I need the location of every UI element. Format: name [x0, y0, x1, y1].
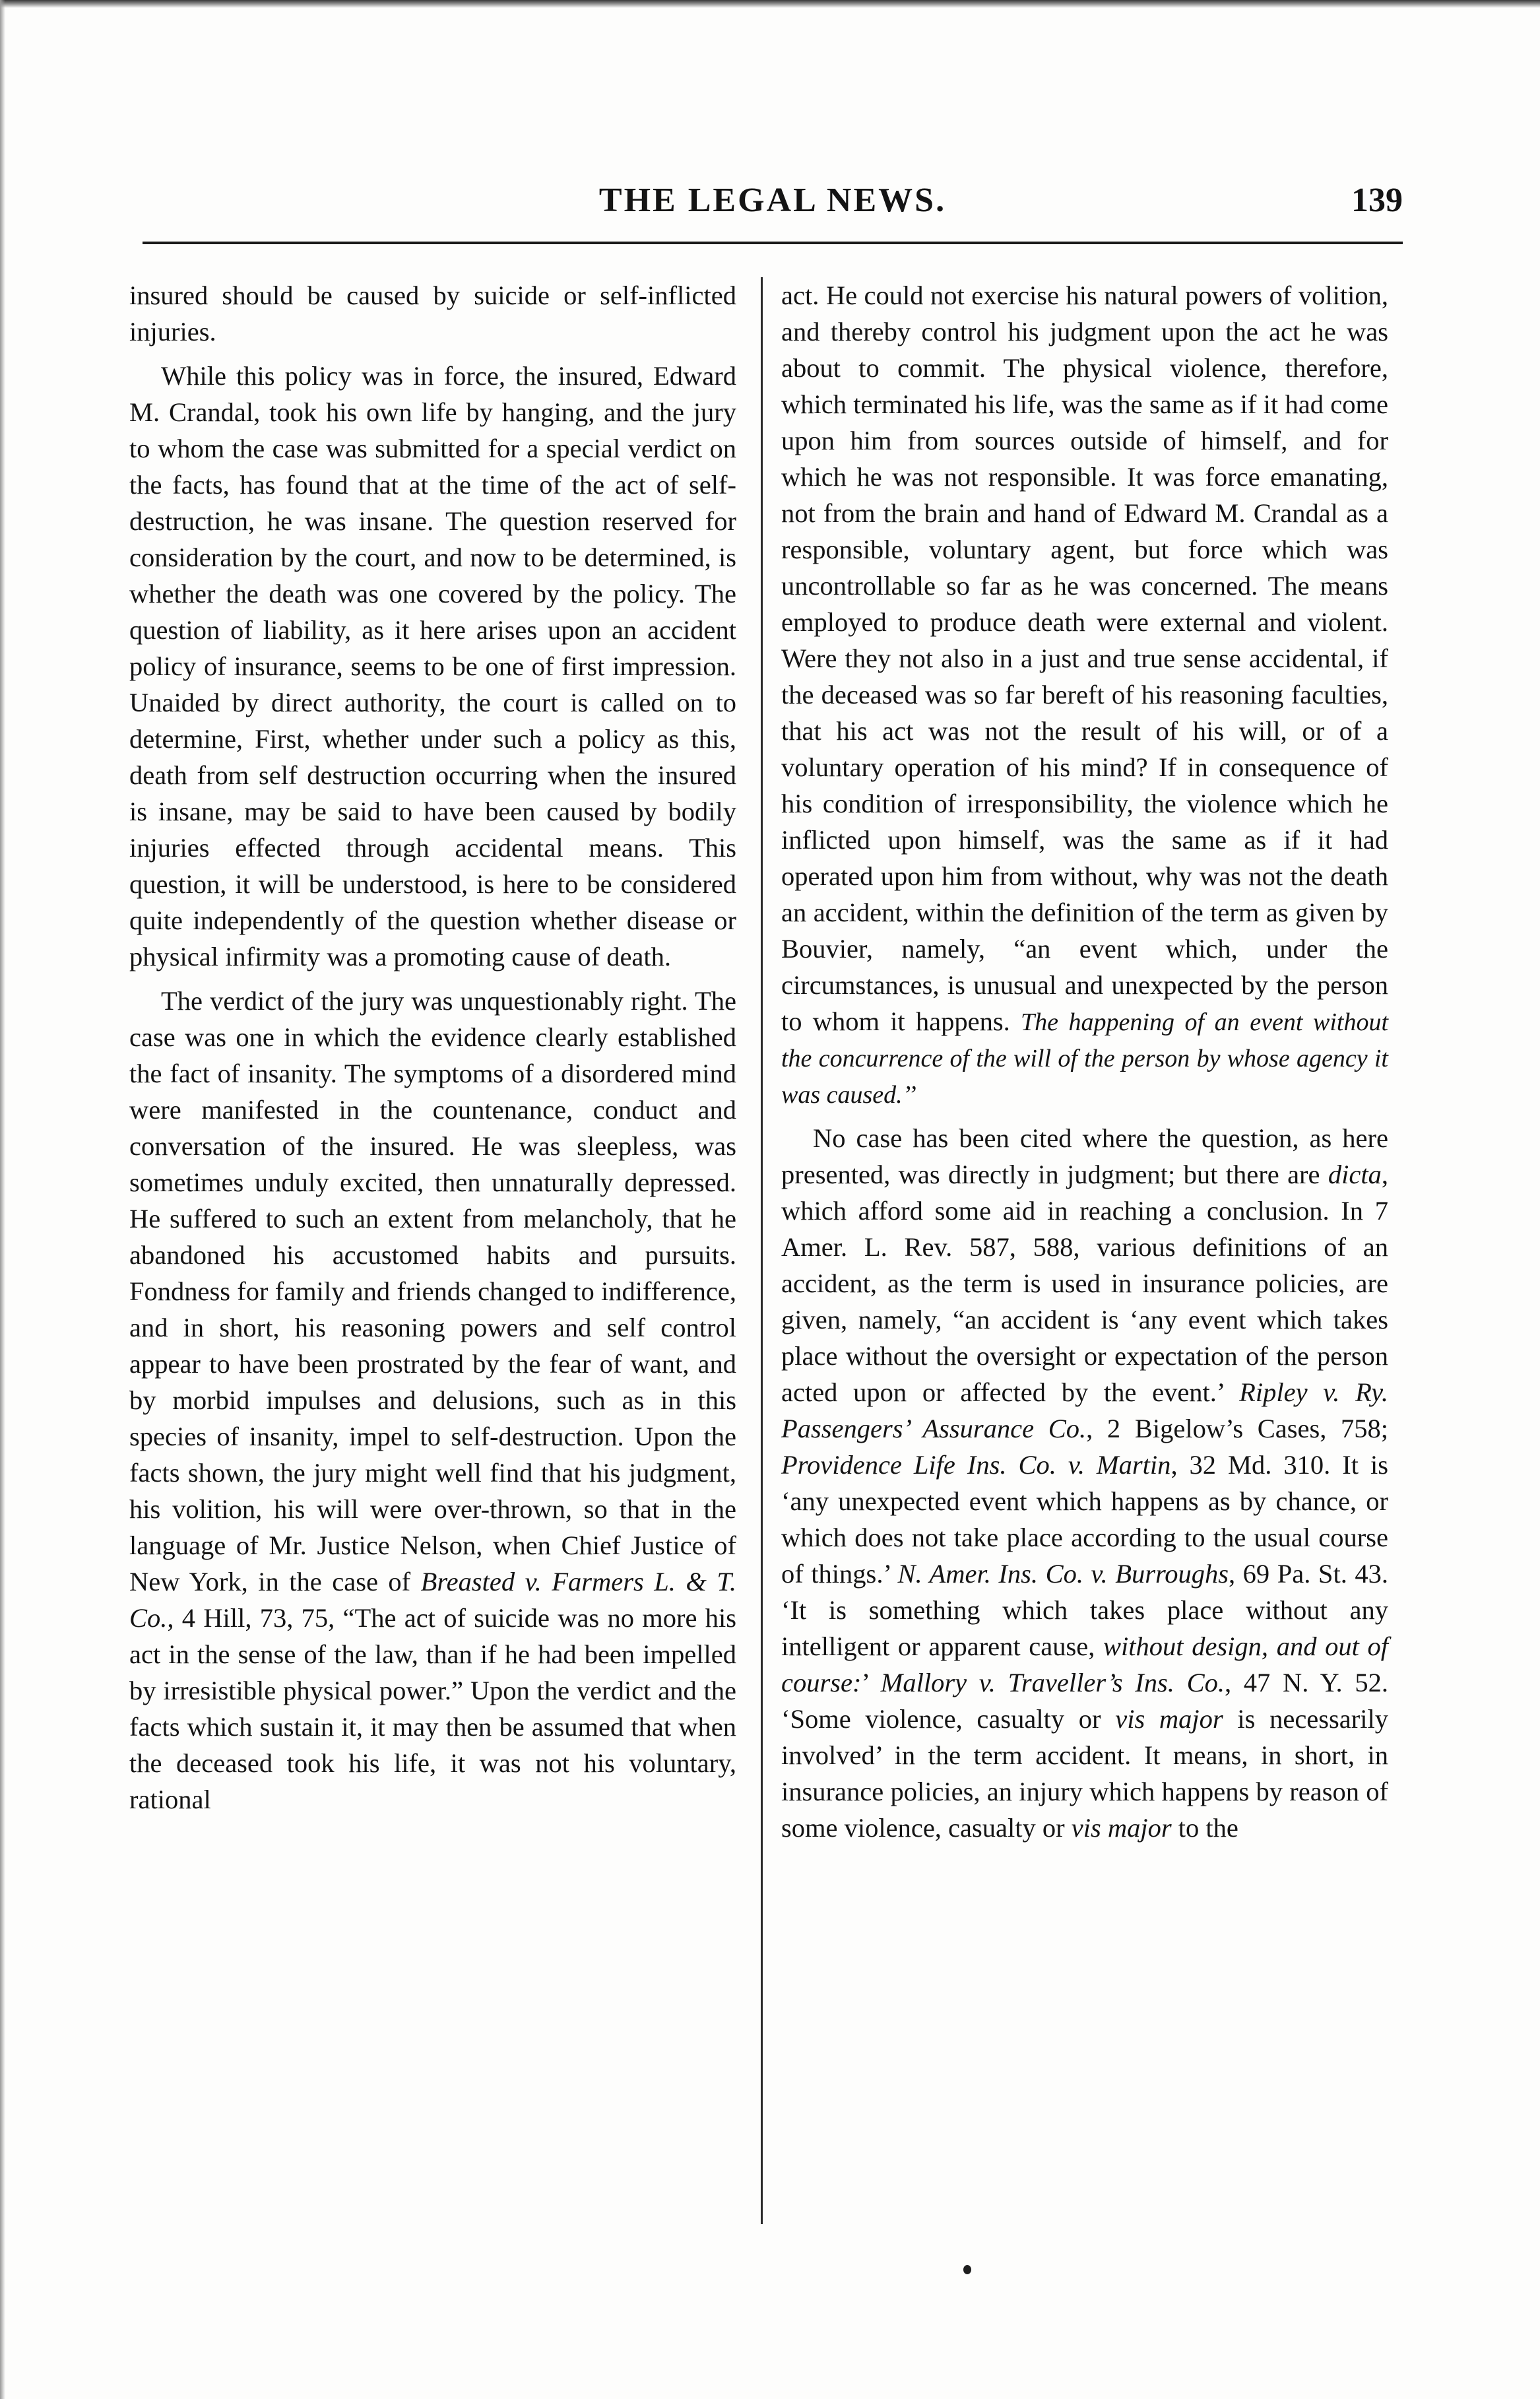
paragraph-continued [781, 277, 1388, 1112]
text-run: , 4 Hill, 73, 75, “The act of suicide was no more his act in the sense of the law, than if he had been impelled by irresistible physical power.” Upon the verdict and the facts which sustain it, it may then be assumed that when the deceased took his life, it was not his voluntary, rational [129, 1603, 736, 1814]
case-citation: Breasted v. Farmers L. & T. Co. [129, 1567, 736, 1633]
paragraph-policy-in-force: While this policy was in force, the insured, Edward M. Crandal, took his own life by hanging, and the jury to whom the case was submitted for a special verdict on the facts, has found that at the time of the act of self-destruction, he was insane. The question reserved for consideration by the court, and now to be determined, is whether the death was one covered by the policy. The question of liability, as it here arises upon an accident policy of insurance, seems to be one of first impression. Unaided by direct authority, the court is called on to determine, First, whether under such a policy as this, death from self destruction occurring when the insured is insane, may be said to have been caused by bodily injuries effected through accidental means. This question, it will be understood, is here to be considered quite independently of the question whether disease or physical infirmity was a promoting cause of death. [129, 361, 736, 971]
text-run: , 32 Md. 310. It is ‘any unexpected event which happens as by chance, or which does not take place according to the usual course of things.’ [781, 1450, 1388, 1589]
text-run: ’ [861, 1668, 868, 1697]
page-number: 139 [1351, 181, 1403, 219]
text-run: to the [1178, 1813, 1238, 1843]
paragraph-verdict [129, 983, 736, 1818]
text-run: act. He could not exercise his natural powers of volition, and thereby control his judgment upon the act he was about to commit. The physical violence, therefore, which terminated his life, was the same as if it had come upon him from sources outside of himself, and for which he was not responsible. It was force emanating, not from the brain and hand of Edward M. Crandal as a responsible, voluntary agent, but force which was uncontrollable so far as he was concerned. The means employed to produce death were external and violent. Were they not also in a just and true sense accidental, if the deceased was so far bereft of his reasoning faculties, that his act was not the result of his will, or of a voluntary operation of his mind? If in consequence of his condition of irresponsibility, the violence which he inflicted upon himself, was the same as if it had operated upon him from without, why was not the death an accident, within the definition of the term as given by Bouvier, namely, “an event which, under the circumstances, is unusual and unexpected by the person to whom it happens. [781, 280, 1388, 1036]
header-rule [143, 242, 1403, 244]
ink-speck [963, 2265, 971, 2274]
paragraph-continued: insured should be caused by suicide or self-inflicted injuries. [129, 280, 736, 346]
italic-phrase: without design, and out of course: [781, 1631, 1389, 1697]
text-run: , 69 Pa. St. 43. ‘It is something which takes place without any intelligent or apparent cause, [781, 1559, 1389, 1661]
case-citation: N. Amer. Ins. Co. v. Burroughs [897, 1559, 1229, 1589]
latin-term: vis major [1115, 1704, 1223, 1734]
text-run: , which afford some aid in reaching a conclusion. In 7 Amer. L. Rev. 587, 588, various definitions of an accident, as the term is used in insurance policies, are given, namely, “an accident is ‘any event which takes place without the oversight or expectation of the person acted upon or affected by the event.’ [781, 1160, 1389, 1407]
paragraph-no-case-cited [781, 1120, 1388, 1846]
case-citation: Providence Life Ins. Co. v. Martin [781, 1450, 1171, 1480]
case-citation: Mallory v. Traveller’s Ins. Co. [880, 1668, 1225, 1697]
left-column [129, 277, 736, 2244]
text-run: is necessarily involved’ in the term accident. It means, in short, in insurance policies, an injury which happens by reason of some violence, casualty or [781, 1704, 1389, 1843]
latin-term: vis major [1071, 1813, 1172, 1843]
bouvier-definition: The happening of an event without the concurrence of the will of the person by whose agency it was caused.’’ [781, 1008, 1389, 1109]
text-run: , 47 N. Y. 52. ‘Some violence, casualty or [781, 1668, 1388, 1734]
latin-term: dicta [1328, 1160, 1382, 1189]
text-run: No case has been cited where the question, as here presented, was directly in judgment; but there are [781, 1123, 1388, 1189]
column-divider [761, 277, 763, 2224]
page-header [143, 173, 1403, 232]
running-title: THE LEGAL NEWS. [598, 181, 947, 219]
scan-top-edge [0, 0, 1540, 8]
right-column [781, 277, 1388, 2244]
text-run: The verdict of the jury was unquestionably right. The case was one in which the evidence clearly established the fact of insanity. The symptoms of a disordered mind were manifested in the countenance, conduct and conversation of the insured. He was sleepless, was sometimes unduly excited, then unnaturally depressed. He suffered to such an extent from melancholy, that he abandoned his accustomed habits and pursuits. Fondness for family and friends changed to indifference, and in short, his reasoning powers and self control appear to have been prostrated by the fear of want, and by morbid impulses and delusions, such as in this species of insanity, impel to self-destruction. Upon the facts shown, the jury might well find that his judgment, his volition, his will were over-thrown, so that in the language of Mr. Justice Nelson, when Chief Justice of New York, in the case of [129, 986, 736, 1596]
text-run: , 2 Bigelow’s Cases, 758; [1086, 1414, 1388, 1443]
case-citation: Ripley v. Ry. Passengers’ Assurance Co. [781, 1377, 1388, 1443]
scan-left-edge [0, 0, 5, 2399]
